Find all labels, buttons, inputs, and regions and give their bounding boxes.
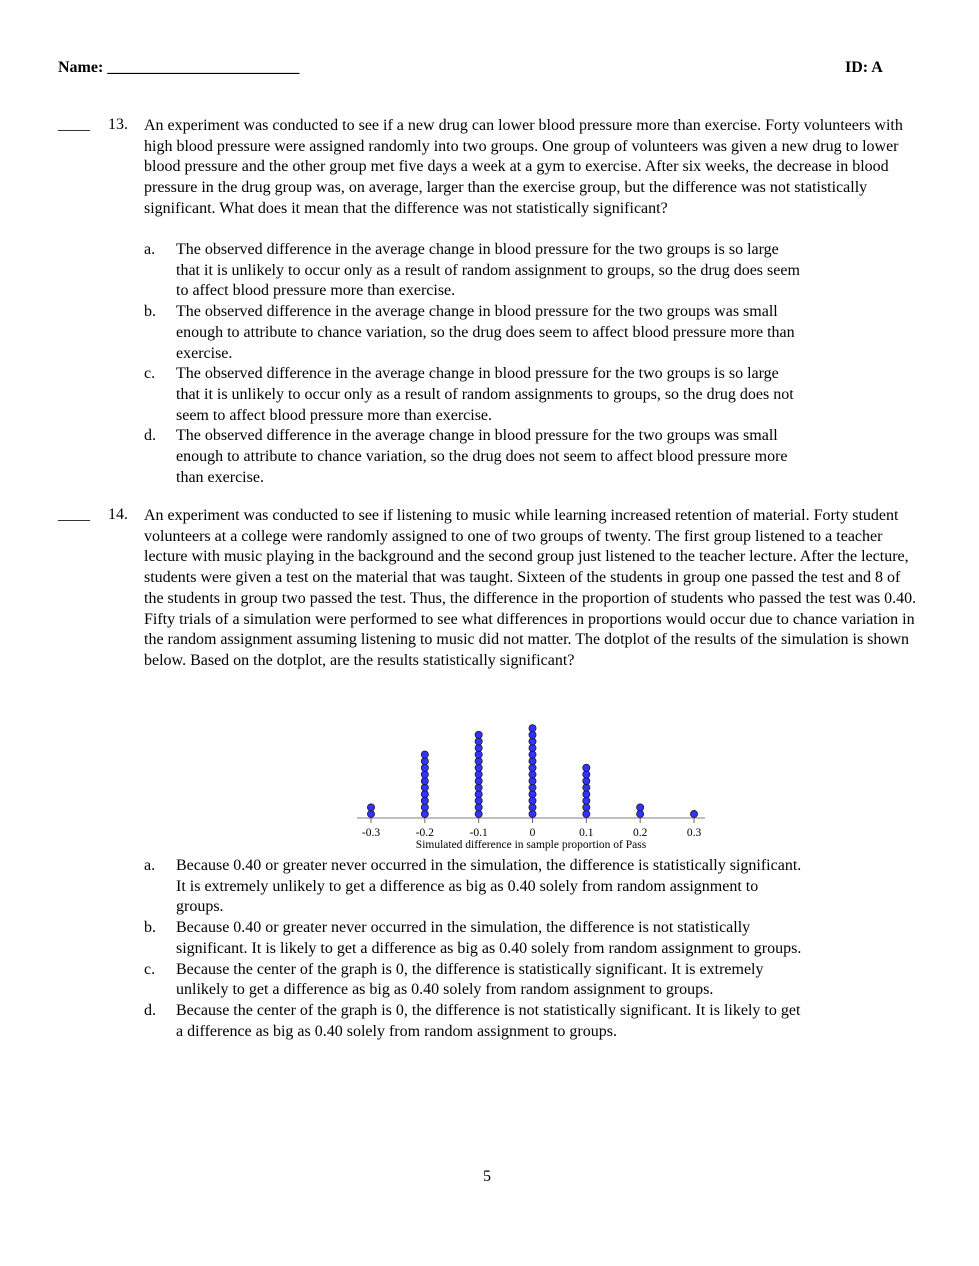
- data-dot: [529, 725, 536, 732]
- data-dot: [421, 797, 428, 804]
- choice-letter: c.: [144, 960, 156, 978]
- question-stem: An experiment was conducted to see if a new drug can lower blood pressure more than exercise. Forty volunteers with high blood pressure were assigned randomly into two groups. One group of volunteers was given a new drug to lower blood pressure and the other group met five days a week at a gym to exercise. After six weeks, the decrease in blood pressure in the drug group was, on average, larger than the exercise group, but the difference was not statistically significant. What does it mean that the difference was not statistically significant?: [144, 117, 903, 217]
- choice-a: [144, 240, 806, 302]
- data-dot: [529, 771, 536, 778]
- data-dot: [475, 791, 482, 798]
- data-dot: [475, 758, 482, 765]
- choice-text: The observed difference in the average change in blood pressure for the two groups is so large that it is unlikely to occur only as a result of random assignment to groups, so the drug does seem to affect blood pressure more than exercise.: [176, 241, 800, 300]
- choice-b: [144, 918, 806, 959]
- data-dot: [637, 804, 644, 811]
- data-dot: [367, 804, 374, 811]
- choice-letter: b.: [144, 303, 156, 321]
- choice-text: Because 0.40 or greater never occurred in the simulation, the difference is not statistically significant. It is likely to get a difference as big as 0.40 solely from random assignment to groups.: [176, 919, 802, 957]
- data-dot: [475, 738, 482, 745]
- data-dot: [421, 751, 428, 758]
- data-dot: [475, 784, 482, 791]
- data-dot: [637, 810, 644, 817]
- page-number: 5: [483, 1168, 491, 1185]
- data-dot: [529, 797, 536, 804]
- choice-text: Because the center of the graph is 0, the difference is statistically significant. It is extremely unlikely to get a difference as big as 0.40 solely from random assignment to groups.: [176, 960, 764, 999]
- data-dot: [583, 804, 590, 811]
- data-dot: [475, 764, 482, 771]
- question-number: 13.: [108, 116, 128, 133]
- choice-list: [144, 240, 806, 488]
- data-dot: [421, 804, 428, 811]
- data-dot: [583, 764, 590, 771]
- data-dot: [529, 777, 536, 784]
- question-number: 14.: [108, 506, 128, 523]
- data-dot: [475, 771, 482, 778]
- choice-letter: a.: [144, 857, 156, 874]
- data-dot: [421, 810, 428, 817]
- data-dot: [529, 758, 536, 765]
- x-tick-label: -0.3: [361, 827, 381, 839]
- choice-list: [144, 856, 806, 1042]
- data-dot: [421, 784, 428, 791]
- choice-letter: b.: [144, 919, 156, 937]
- data-dot: [367, 810, 374, 817]
- data-dot: [583, 771, 590, 778]
- choice-text: The observed difference in the average change in blood pressure for the two groups was small enough to attribute to chance variation, so the drug does not seem to affect blood pressure more than exercise.: [176, 427, 788, 486]
- data-dot: [583, 784, 590, 791]
- data-dot: [529, 791, 536, 798]
- data-dot: [475, 744, 482, 751]
- data-dot: [475, 804, 482, 811]
- x-tick-label: 0: [529, 827, 536, 839]
- choice-d: [144, 426, 806, 488]
- choice-c: [144, 364, 806, 426]
- data-dot: [529, 751, 536, 758]
- data-dot: [475, 797, 482, 804]
- choice-c: [144, 960, 806, 1001]
- x-tick-label: -0.2: [415, 827, 434, 839]
- choice-letter: d.: [144, 1001, 156, 1019]
- x-tick-label: 0.1: [579, 827, 594, 839]
- data-dot: [421, 777, 428, 784]
- choice-text: Because the center of the graph is 0, the difference is not statistically significant. It is likely to get a difference as big as 0.40 solely from random assignment to groups.: [176, 1001, 801, 1040]
- data-dot: [475, 810, 482, 817]
- data-dot: [529, 764, 536, 771]
- choice-text: The observed difference in the average change in blood pressure for the two groups was small enough to attribute to chance variation, so the drug does seem to affect blood pressure more than exercise.: [176, 303, 795, 362]
- data-dot: [529, 744, 536, 751]
- choice-b: [144, 302, 806, 364]
- x-tick-label: -0.1: [469, 827, 488, 839]
- data-dot: [421, 771, 428, 778]
- question-stem: An experiment was conducted to see if listening to music while learning increased retention of material. Forty student volunteers at a college were randomly assigned to one of two groups of twenty. The first group listened to a teacher lecture with music playing in the background and the second group just listened to the teacher lecture. After the lecture, students were given a test on the material that was taught. Sixteen of the students in group one passed the test and 8 of the students in group two passed the test. Thus, the difference in the proportion of students who passed the test was 0.40. Fifty trials of a simulation were performed to see what differences in proportions would occur due to chance variation in the random assignment assuming listening to music did not matter. The dotplot of the results of the simulation is shown below. Based on the dotplot, are the results statistically significant?: [144, 507, 917, 669]
- data-dot: [421, 764, 428, 771]
- data-dot: [529, 810, 536, 817]
- data-dot: [529, 784, 536, 791]
- answer-blank: ____: [58, 506, 90, 523]
- x-axis-label: Simulated difference in sample proportion of Pass: [415, 839, 647, 851]
- data-dot: [529, 731, 536, 738]
- data-dot: [690, 810, 697, 817]
- ticks-layer: [362, 818, 702, 839]
- answer-blank: ____: [58, 116, 90, 133]
- data-dot: [529, 738, 536, 745]
- data-dot: [475, 731, 482, 738]
- choice-letter: a.: [144, 241, 156, 258]
- data-dot: [529, 804, 536, 811]
- data-dot: [475, 751, 482, 758]
- name-field-label: Name: ________________________: [58, 59, 300, 76]
- choice-text: Because 0.40 or greater never occurred in the simulation, the difference is statistically significant. It is extremely unlikely to get a difference as big as 0.40 solely from random assignment to groups.: [176, 857, 802, 916]
- data-dot: [421, 758, 428, 765]
- x-tick-label: 0.2: [632, 827, 648, 839]
- choice-letter: d.: [144, 427, 156, 445]
- x-tick-label: 0.3: [686, 827, 702, 839]
- data-dot: [421, 791, 428, 798]
- data-dot: [583, 797, 590, 804]
- data-dot: [583, 791, 590, 798]
- choice-d: [144, 1001, 806, 1042]
- data-dot: [583, 810, 590, 817]
- dotplot-chart: [355, 710, 715, 860]
- choice-letter: c.: [144, 365, 156, 383]
- choice-a: [144, 856, 806, 918]
- choice-text: The observed difference in the average change in blood pressure for the two groups is so large that it is unlikely to occur only as a result of random assignments to groups, so the drug does not seem to affect blood pressure more than exercise.: [176, 365, 794, 424]
- data-dot: [475, 777, 482, 784]
- dots-layer: [367, 725, 697, 818]
- data-dot: [583, 777, 590, 784]
- id-label: ID: A: [845, 59, 883, 76]
